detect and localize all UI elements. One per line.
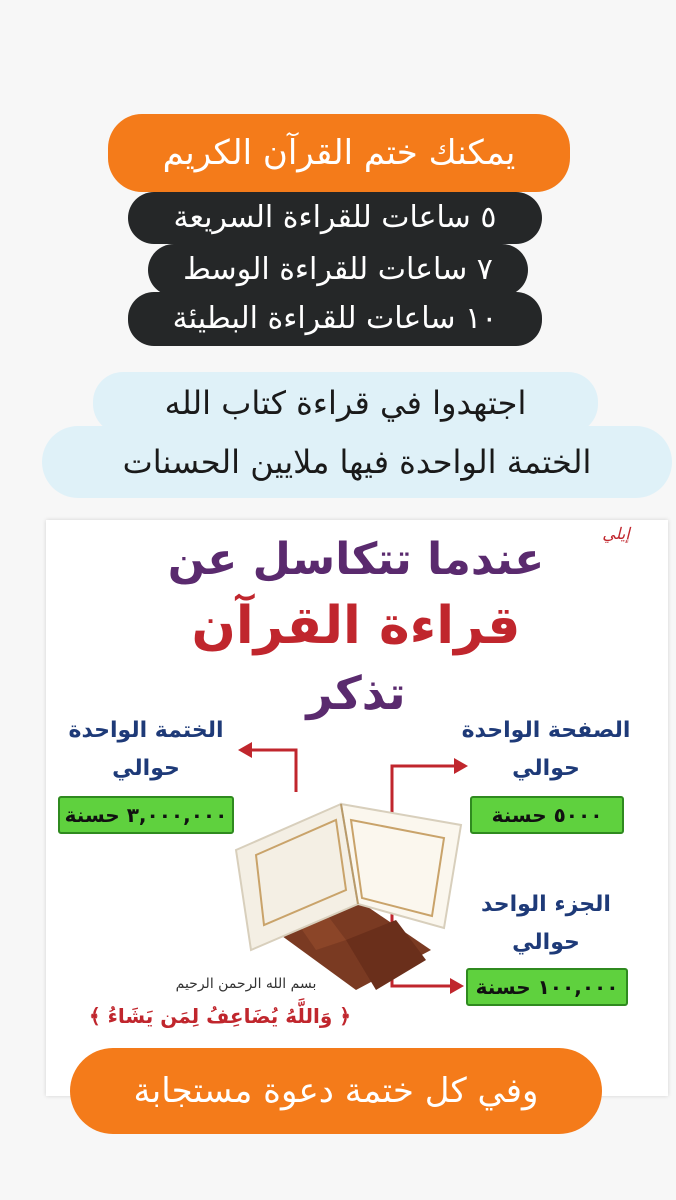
khatma-label: الختمة الواحدة xyxy=(68,718,224,743)
book-stand-icon xyxy=(236,804,461,990)
khatma-reward-badge: ٣,٠٠٠,٠٠٠ حسنة xyxy=(58,796,234,834)
footer-banner: وفي كل ختمة دعوة مستجابة xyxy=(70,1048,602,1134)
reading-time-medium: ٧ ساعات للقراءة الوسط xyxy=(148,244,528,296)
page-approx: حوالي xyxy=(512,756,580,781)
reading-time-slow: ١٠ ساعات للقراءة البطيئة xyxy=(128,292,542,346)
basmala: بسم الله الرحمن الرحيم xyxy=(175,976,317,992)
page-reward-badge: ٥٠٠٠ حسنة xyxy=(470,796,624,834)
juz-approx: حوالي xyxy=(512,930,580,955)
reading-time-fast: ٥ ساعات للقراءة السريعة xyxy=(128,192,542,244)
exhortation-line-1: اجتهدوا في قراءة كتاب الله xyxy=(93,372,598,434)
poster-headline-3: تذكر xyxy=(306,666,406,720)
poster-headline-2: قراءة القرآن xyxy=(191,596,521,656)
title-banner: يمكنك ختم القرآن الكريم xyxy=(108,114,570,192)
exhortation-line-2: الختمة الواحدة فيها ملايين الحسنات xyxy=(42,426,672,498)
quran-verse: ﴿ وَاللَّهُ يُضَاعِفُ لِمَن يَشَاءُ ﴾ xyxy=(88,1004,352,1028)
artist-signature: إيلي xyxy=(602,524,630,543)
juz-reward-badge: ١٠٠,٠٠٠ حسنة xyxy=(466,968,628,1006)
poster-headline-1: عندما تتكاسل عن xyxy=(167,534,545,585)
khatma-approx: حوالي xyxy=(112,756,180,781)
page-label: الصفحة الواحدة xyxy=(461,718,631,743)
quran-poster xyxy=(46,520,668,1096)
juz-label: الجزء الواحد xyxy=(481,892,611,917)
arrow-to-khatma xyxy=(238,742,296,792)
